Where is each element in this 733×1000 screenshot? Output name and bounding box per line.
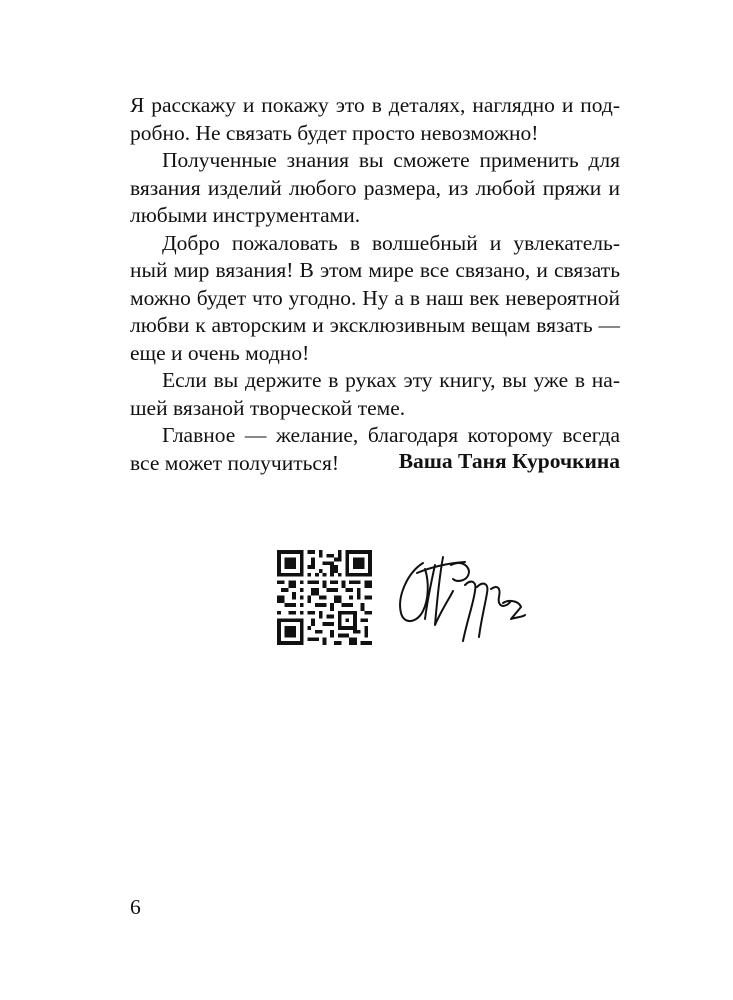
text-line: Если вы держите в руках эту книгу, вы уже в на- — [162, 368, 620, 392]
qr-code-icon — [277, 550, 372, 645]
text-line: Добро пожаловать в волшебный и увлекатель- — [162, 230, 620, 255]
author-signature-name: Ваша Таня Курочкина — [398, 449, 620, 473]
text-line: Я расскажу и покажу это в деталях, наглядно и под- — [130, 93, 620, 117]
text-line: ный мир вязания! В этом мире все связано, и связать — [130, 258, 620, 282]
body-text — [130, 92, 620, 477]
text-line: любыми инструментами. — [130, 203, 361, 227]
text-line: все может получиться! — [130, 450, 340, 475]
text-line: Главное — желание, благодаря которому всегда — [162, 423, 620, 447]
handwritten-signature — [395, 545, 530, 650]
text-line: еще и очень модно! — [130, 340, 310, 365]
page-number: 6 — [130, 895, 141, 919]
text-line: вязания изделий любого размера, из любой пряжи и — [130, 175, 620, 200]
text-line: любви к авторским и эксклюзивным вещам вязать — — [130, 313, 620, 337]
text-line: шей вязаной творческой теме. — [130, 395, 406, 420]
text-line: робно. Не связать будет просто невозможно! — [130, 120, 539, 145]
text-line: Полученные знания вы сможете применить для — [162, 148, 620, 172]
text-line: можно будет что угодно. Ну а в наш век невероятной — [130, 285, 620, 310]
